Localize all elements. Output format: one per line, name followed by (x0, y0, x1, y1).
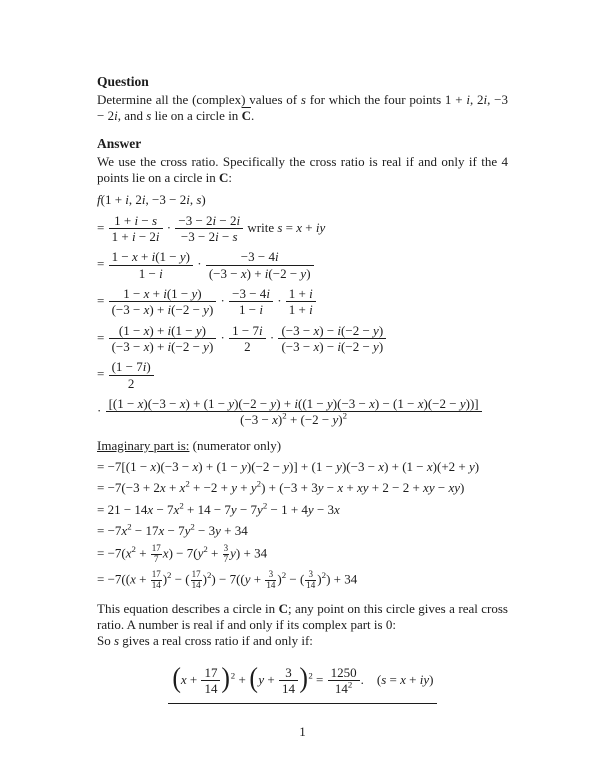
equation-line: f(1 + i, 2i, −3 − 2i, s) (97, 191, 206, 207)
answer-heading: Answer (97, 135, 142, 151)
page-number: 1 (299, 724, 306, 740)
equation-line: = −7((x + $\frac{17}{14}$ )$^2$ − ( $\frac{17}{14}$ )$^2$) − 7((y + $\frac{3}{14}$ )$^2$ − ( $\frac{3}{14}$ )$^2$) + 34 (97, 568, 358, 590)
equation-line: = $\frac{1 - x + i(1 - y)}{(-3 - x) + i(-2 - y)}$ · $\frac{-3 - 4i}{1 - i}$ · $\frac{1 + i}{1 + i}$ (97, 286, 508, 318)
answer-section (97, 136, 508, 705)
equation-line: = $\frac{(1 - 7i)}{2}$ (97, 359, 508, 391)
circle-explanation: This equation describes a circle in C; any point on this circle gives a real cross ratio. A number is real if and only if its complex part is 0: (97, 600, 508, 632)
equation-line: = $\frac{(1 - x) + i(1 - y)}{(-3 - x) + i(-2 - y)}$ · $\frac{1 - 7i}{2}$ · $\frac{(-3 - x) - i(-2 - y)}{(-3 - x) - i(-2 - y)}$ (97, 323, 508, 355)
equation-line: = $\frac{1 - x + i(1 - y)}{1 - i}$ · $\frac{-3 - 4i}{(-3 - x) + i(-2 - y)}$ (97, 249, 508, 281)
equation-line: = $\frac{1 + i - s}{1 + i - 2i}$ · $\frac{-3 - 2i - 2i}{-3 - 2i - s}$ write s = x + iy (97, 212, 326, 245)
final-equation: (x + $\frac{17}{14}$ )$^2$ + (y + $\frac{3}{14}$ )$^2$ = $\frac{1250}{14^2}$ . (s = x + iy) (168, 662, 438, 705)
equation-line: = $-7x^2 - 17x - 7y^2 - 3y + 34$ (97, 521, 248, 538)
conclusion-lead: So s gives a real cross ratio if and only if: (97, 633, 313, 649)
cross-ratio-derivation (97, 192, 508, 428)
answer-intro: We use the cross ratio. Specifically the cross ratio is real if and only if the 4 points lie on a circle in C: (97, 153, 508, 186)
equation-line: = −7[(1 − x)(−3 − x) + (1 − y)(−2 − y)] + (1 − y)(−3 − x) + (1 − x)(+2 + y) (97, 459, 480, 475)
equation-line: = $-7(-3 + 2x + x^2 + -2 + y + y^2) + (-3 + 3y - x$ + xy + 2 − 2 + xy − xy) (97, 478, 465, 496)
equation-line: · [(1 − x)(−3 − x) + (1 − y)(−2 − y) + i((1 − y)(−3 − x) − (1 − x)(−2 − y))] $(-3 - x)^2 + (-2 - y)^2$ (97, 396, 508, 428)
equation-line: = $21 - 14x - 7x^2 + 14 - 7y - 7y^2 - 1 + 4y - 3x$ (97, 500, 340, 517)
question-text: Determine all the (complex) values of s for which the four points 1 + i, 2i, −3 − 2i, and s lie on a circle in $\overline{C}$. (97, 92, 508, 124)
equation-line: = $-7(x^2$ + $\frac{17}{7}$ $x) - 7(y^2$ + $\frac{3}{7}$ y) + 34 (97, 543, 268, 564)
question-section (97, 74, 508, 125)
imaginary-part-derivation (97, 459, 508, 591)
final-equation-row (97, 662, 508, 705)
imaginary-part-label: Imaginary part is: (numerator only) (97, 437, 282, 453)
question-heading: Question (97, 74, 149, 89)
